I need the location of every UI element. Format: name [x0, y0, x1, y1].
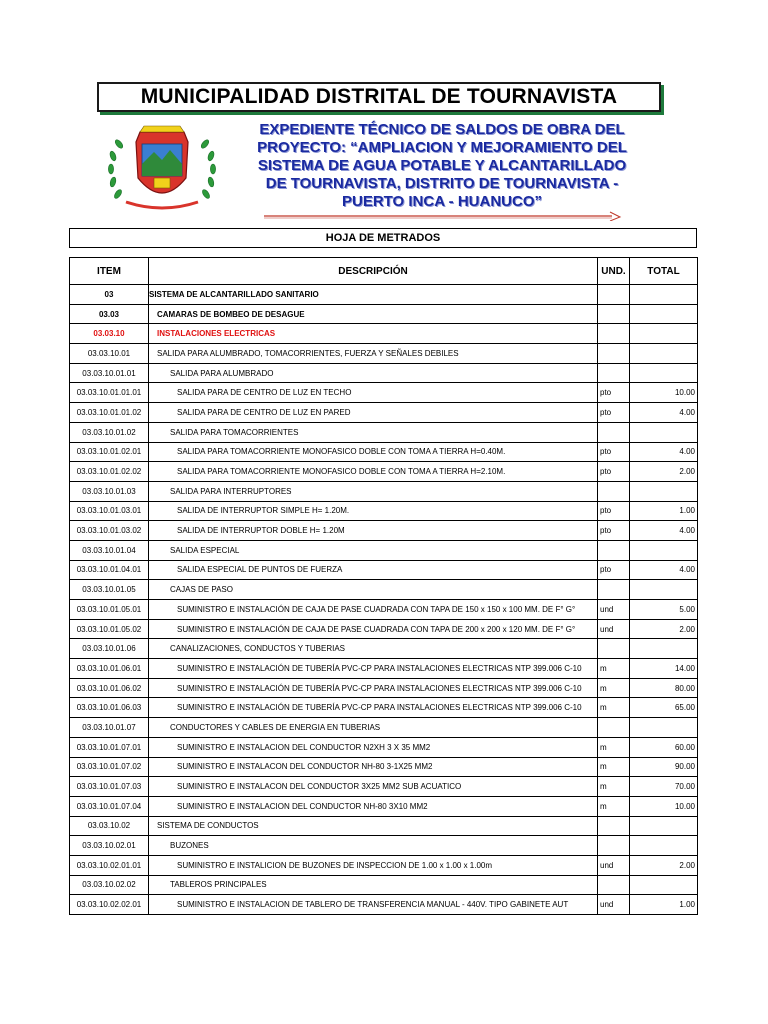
project-line: EXPEDIENTE TÉCNICO DE SALDOS DE OBRA DEL [259, 121, 625, 138]
item-cell: 03.03.10.02.01.01 [70, 855, 149, 875]
unit-cell: und [598, 895, 630, 915]
table-row [70, 442, 698, 462]
total-cell: 4.00 [630, 521, 698, 541]
unit-cell: m [598, 796, 630, 816]
item-cell: 03.03.10.01.07 [70, 718, 149, 738]
unit-cell: pto [598, 560, 630, 580]
sheet-title: HOJA DE METRADOS [69, 228, 697, 248]
item-cell: 03.03.10.01.04 [70, 540, 149, 560]
unit-cell [598, 836, 630, 856]
unit-cell [598, 481, 630, 501]
item-cell: 03.03.10.01.06.01 [70, 659, 149, 679]
description-cell: SUMINISTRO E INSTALACIÓN DE CAJA DE PASE CUADRADA CON TAPA DE 200 x 200 x 120 MM. DE F° G° [149, 619, 598, 639]
table-row [70, 560, 698, 580]
table-header-row [70, 258, 698, 285]
item-cell: 03.03.10.01.06.03 [70, 698, 149, 718]
description-cell: SUMINISTRO E INSTALACIÓN DE TUBERÍA PVC-CP PARA INSTALACIONES ELECTRICAS NTP 399.006 C-10 [149, 659, 598, 679]
description-cell: SISTEMA DE CONDUCTOS [149, 816, 598, 836]
item-cell: 03.03.10.01.01.02 [70, 403, 149, 423]
total-cell: 1.00 [630, 895, 698, 915]
total-cell: 60.00 [630, 737, 698, 757]
unit-cell: und [598, 600, 630, 620]
item-cell: 03.03 [70, 304, 149, 324]
unit-cell: m [598, 757, 630, 777]
item-cell: 03.03.10.02.01 [70, 836, 149, 856]
total-cell [630, 285, 698, 305]
total-cell [630, 816, 698, 836]
item-cell: 03.03.10.01.02.01 [70, 442, 149, 462]
description-cell: SALIDA PARA ALUMBRADO [149, 363, 598, 383]
description-cell: SALIDA ESPECIAL DE PUNTOS DE FUERZA [149, 560, 598, 580]
table-row [70, 777, 698, 797]
unit-cell: pto [598, 403, 630, 423]
total-cell [630, 718, 698, 738]
table-row [70, 895, 698, 915]
description-cell: BUZONES [149, 836, 598, 856]
item-cell: 03.03.10.01.05.01 [70, 600, 149, 620]
table-row [70, 501, 698, 521]
description-cell: SALIDA PARA ALUMBRADO, TOMACORRIENTES, FUERZA Y SEÑALES DEBILES [149, 344, 598, 364]
total-cell [630, 639, 698, 659]
unit-cell: pto [598, 442, 630, 462]
item-cell: 03.03.10.01.02.02 [70, 462, 149, 482]
description-cell: SALIDA DE INTERRUPTOR SIMPLE H= 1.20M. [149, 501, 598, 521]
table-row [70, 698, 698, 718]
table-body [70, 285, 698, 915]
table-row [70, 521, 698, 541]
table-row [70, 600, 698, 620]
description-cell: CAMARAS DE BOMBEO DE DESAGUE [149, 304, 598, 324]
total-cell: 4.00 [630, 403, 698, 423]
table-row [70, 619, 698, 639]
total-cell: 4.00 [630, 442, 698, 462]
description-cell: SALIDA DE INTERRUPTOR DOBLE H= 1.20M [149, 521, 598, 541]
total-cell: 90.00 [630, 757, 698, 777]
total-cell: 65.00 [630, 698, 698, 718]
total-cell [630, 540, 698, 560]
table-row [70, 580, 698, 600]
item-cell: 03.03.10.01.02 [70, 422, 149, 442]
total-cell [630, 836, 698, 856]
unit-cell [598, 304, 630, 324]
total-cell [630, 481, 698, 501]
table-row [70, 757, 698, 777]
unit-cell [598, 422, 630, 442]
item-cell: 03.03.10 [70, 324, 149, 344]
total-cell: 5.00 [630, 600, 698, 620]
description-cell: SUMINISTRO E INSTALACIÓN DE CAJA DE PASE CUADRADA CON TAPA DE 150 x 150 x 100 MM. DE F° G° [149, 600, 598, 620]
table-row [70, 304, 698, 324]
description-cell: SUMINISTRO E INSTALACION DEL CONDUCTOR NH-80 3X10 MM2 [149, 796, 598, 816]
municipality-title: MUNICIPALIDAD DISTRITAL DE TOURNAVISTA [97, 82, 661, 112]
table-row [70, 718, 698, 738]
table-row [70, 639, 698, 659]
unit-cell: m [598, 678, 630, 698]
description-cell: SALIDA PARA TOMACORRIENTE MONOFASICO DOBLE CON TOMA A TIERRA H=0.40M. [149, 442, 598, 462]
unit-cell [598, 344, 630, 364]
description-cell: SALIDA PARA DE CENTRO DE LUZ EN TECHO [149, 383, 598, 403]
total-cell: 1.00 [630, 501, 698, 521]
metrados-table [69, 257, 698, 915]
unit-cell: m [598, 698, 630, 718]
description-cell: CONDUCTORES Y CABLES DE ENERGIA EN TUBERIAS [149, 718, 598, 738]
project-line: PUERTO INCA - HUANUCO” [341, 193, 542, 210]
item-cell: 03.03.10.01.01.01 [70, 383, 149, 403]
item-cell: 03.03.10.01.04.01 [70, 560, 149, 580]
municipal-emblem-icon [104, 122, 220, 214]
item-cell: 03.03.10.01.05.02 [70, 619, 149, 639]
column-header-description: DESCRIPCIÓN [149, 258, 598, 285]
total-cell: 10.00 [630, 796, 698, 816]
unit-cell: m [598, 737, 630, 757]
column-header-total: TOTAL [630, 258, 698, 285]
item-cell: 03.03.10.01.06.02 [70, 678, 149, 698]
table-row [70, 875, 698, 895]
project-line: PROYECTO: “AMPLIACION Y MEJORAMIENTO DEL [257, 139, 627, 156]
description-cell: SALIDA PARA TOMACORRIENTE MONOFASICO DOBLE CON TOMA A TIERRA H=2.10M. [149, 462, 598, 482]
item-cell: 03.03.10.01.03.02 [70, 521, 149, 541]
table-row [70, 816, 698, 836]
total-cell: 80.00 [630, 678, 698, 698]
unit-cell [598, 540, 630, 560]
project-title [232, 121, 652, 211]
column-header-item: ITEM [70, 258, 149, 285]
item-cell: 03.03.10.01.03 [70, 481, 149, 501]
item-cell: 03.03.10.02.02 [70, 875, 149, 895]
description-cell: SUMINISTRO E INSTALACION DEL CONDUCTOR N2XH 3 X 35 MM2 [149, 737, 598, 757]
table-row [70, 403, 698, 423]
table-row [70, 796, 698, 816]
description-cell: SUMINISTRO E INSTALACON DEL CONDUCTOR NH-80 3-1X25 MM2 [149, 757, 598, 777]
unit-cell: pto [598, 521, 630, 541]
total-cell: 2.00 [630, 855, 698, 875]
unit-cell: pto [598, 501, 630, 521]
description-cell: SALIDA PARA DE CENTRO DE LUZ EN PARED [149, 403, 598, 423]
table-row [70, 737, 698, 757]
total-cell: 10.00 [630, 383, 698, 403]
description-cell: SUMINISTRO E INSTALACIÓN DE TUBERÍA PVC-CP PARA INSTALACIONES ELECTRICAS NTP 399.006 C-10 [149, 698, 598, 718]
description-cell: SALIDA PARA INTERRUPTORES [149, 481, 598, 501]
total-cell: 14.00 [630, 659, 698, 679]
table-row [70, 678, 698, 698]
table-row [70, 383, 698, 403]
unit-cell: m [598, 777, 630, 797]
total-cell [630, 580, 698, 600]
total-cell [630, 344, 698, 364]
table-row [70, 462, 698, 482]
description-cell: TABLEROS PRINCIPALES [149, 875, 598, 895]
table-row [70, 285, 698, 305]
description-cell: SALIDA ESPECIAL [149, 540, 598, 560]
description-cell: SUMINISTRO E INSTALACION DE TABLERO DE TRANSFERENCIA MANUAL - 440V. TIPO GABINETE AUT [149, 895, 598, 915]
table-row [70, 481, 698, 501]
unit-cell [598, 580, 630, 600]
table-row [70, 855, 698, 875]
item-cell: 03.03.10.02 [70, 816, 149, 836]
total-cell [630, 363, 698, 383]
unit-cell [598, 324, 630, 344]
unit-cell: pto [598, 383, 630, 403]
unit-cell [598, 363, 630, 383]
unit-cell [598, 816, 630, 836]
total-cell [630, 875, 698, 895]
description-cell: SISTEMA DE ALCANTARILLADO SANITARIO [149, 285, 598, 305]
item-cell: 03.03.10.01.07.02 [70, 757, 149, 777]
total-cell [630, 304, 698, 324]
description-cell: SALIDA PARA TOMACORRIENTES [149, 422, 598, 442]
unit-cell [598, 639, 630, 659]
unit-cell [598, 718, 630, 738]
item-cell: 03.03.10.01.07.03 [70, 777, 149, 797]
description-cell: SUMINISTRO E INSTALICION DE BUZONES DE INSPECCION DE 1.00 x 1.00 x 1.00m [149, 855, 598, 875]
item-cell: 03.03.10.01.07.04 [70, 796, 149, 816]
item-cell: 03.03.10.01 [70, 344, 149, 364]
project-line: DE TOURNAVISTA, DISTRITO DE TOURNAVISTA - [265, 175, 619, 192]
unit-cell [598, 875, 630, 895]
item-cell: 03.03.10.01.06 [70, 639, 149, 659]
description-cell: CANALIZACIONES, CONDUCTOS Y TUBERIAS [149, 639, 598, 659]
table-row [70, 659, 698, 679]
description-cell: CAJAS DE PASO [149, 580, 598, 600]
total-cell: 2.00 [630, 619, 698, 639]
unit-cell [598, 285, 630, 305]
item-cell: 03.03.10.01.03.01 [70, 501, 149, 521]
total-cell [630, 324, 698, 344]
item-cell: 03 [70, 285, 149, 305]
table-row [70, 836, 698, 856]
project-line: SISTEMA DE AGUA POTABLE Y ALCANTARILLADO [257, 157, 627, 174]
column-header-unit: UND. [598, 258, 630, 285]
total-cell: 2.00 [630, 462, 698, 482]
total-cell: 4.00 [630, 560, 698, 580]
table-row [70, 324, 698, 344]
unit-cell: und [598, 855, 630, 875]
item-cell: 03.03.10.01.05 [70, 580, 149, 600]
item-cell: 03.03.10.01.07.01 [70, 737, 149, 757]
table-row [70, 422, 698, 442]
unit-cell: und [598, 619, 630, 639]
item-cell: 03.03.10.01.01 [70, 363, 149, 383]
decorative-arrow-icon [262, 211, 622, 221]
total-cell [630, 422, 698, 442]
description-cell: SUMINISTRO E INSTALACON DEL CONDUCTOR 3X25 MM2 SUB ACUATICO [149, 777, 598, 797]
description-cell: INSTALACIONES ELECTRICAS [149, 324, 598, 344]
description-cell: SUMINISTRO E INSTALACIÓN DE TUBERÍA PVC-CP PARA INSTALACIONES ELECTRICAS NTP 399.006 C-10 [149, 678, 598, 698]
item-cell: 03.03.10.02.02.01 [70, 895, 149, 915]
unit-cell: pto [598, 462, 630, 482]
table-row [70, 540, 698, 560]
table-row [70, 363, 698, 383]
unit-cell: m [598, 659, 630, 679]
total-cell: 70.00 [630, 777, 698, 797]
table-row [70, 344, 698, 364]
